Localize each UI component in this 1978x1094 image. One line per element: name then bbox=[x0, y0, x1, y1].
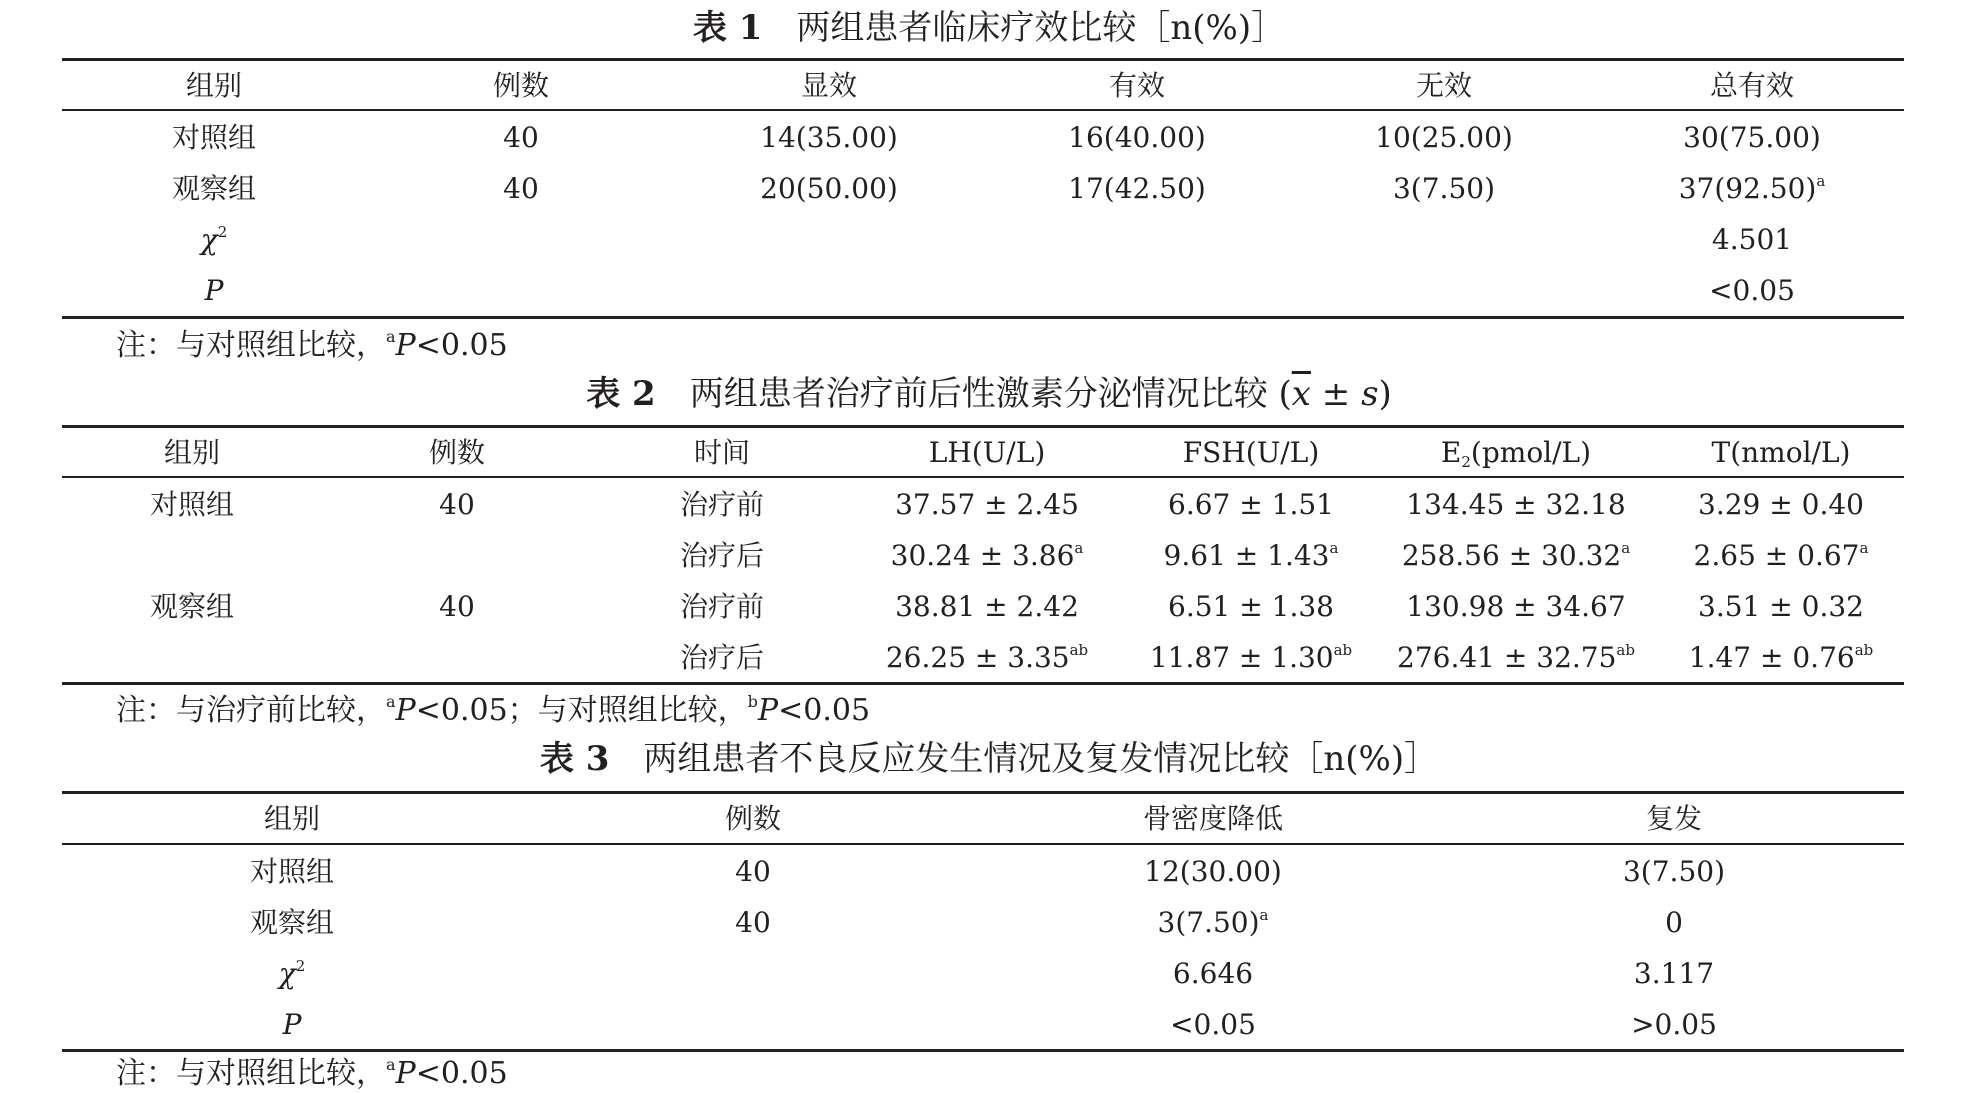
table2-caption-number: 表 2 bbox=[586, 374, 656, 414]
table3-cell bbox=[1158, 897, 1269, 948]
table2-fsh bbox=[1164, 530, 1339, 581]
table2-header-lh: LH(U/L) bbox=[928, 436, 1046, 469]
table1-p-row bbox=[62, 265, 1904, 316]
significance-mark: a bbox=[1259, 906, 1269, 924]
bone-density-value: 3(7.50) bbox=[1157, 906, 1260, 939]
note-text: <0.05；与对照组比较， bbox=[415, 693, 748, 728]
t-value: 1.47 ± 0.76 bbox=[1688, 641, 1855, 674]
table1-cell: 17(42.50) bbox=[1068, 172, 1206, 205]
table3-note bbox=[116, 1054, 508, 1094]
table1-cell: 对照组 bbox=[171, 121, 257, 154]
e2-unit: (pmol/L) bbox=[1470, 436, 1592, 469]
table2-count: 40 bbox=[439, 488, 475, 521]
note-text: 注：与治疗前比较， bbox=[116, 693, 386, 728]
table1-cell: 40 bbox=[503, 172, 539, 205]
table2-fsh bbox=[1150, 632, 1352, 683]
table3-header-bone-density: 骨密度降低 bbox=[1142, 802, 1284, 835]
table2-caption-text: 两组患者治疗前后性激素分泌情况比较 ( bbox=[689, 374, 1292, 414]
table3-header-group: 组别 bbox=[263, 802, 321, 835]
table1-bottom-rule bbox=[62, 316, 1904, 319]
table3-chi-value: 6.646 bbox=[1172, 957, 1254, 990]
table1-p-value: <0.05 bbox=[1709, 274, 1795, 307]
note-mark: a bbox=[386, 692, 396, 711]
note-p: P bbox=[395, 1056, 416, 1091]
fsh-value: 11.87 ± 1.30 bbox=[1149, 641, 1334, 674]
significance-mark: ab bbox=[1616, 641, 1635, 659]
note-tail: <0.05 bbox=[415, 1056, 508, 1091]
table2-count: 40 bbox=[439, 590, 475, 623]
table2-header-e2 bbox=[1441, 427, 1591, 478]
significance-mark: ab bbox=[1069, 641, 1089, 659]
chi-symbol: χ bbox=[200, 223, 218, 256]
note-text: 注：与对照组比较， bbox=[116, 328, 386, 363]
table1-header-total: 总有效 bbox=[1709, 69, 1795, 102]
table1-cell: 14(35.00) bbox=[760, 121, 898, 154]
table2-e2: 134.45 ± 32.18 bbox=[1406, 488, 1626, 521]
table3-caption bbox=[0, 739, 1978, 779]
table3-cell: 40 bbox=[735, 906, 771, 939]
table2-lh bbox=[886, 632, 1088, 683]
table-row bbox=[62, 846, 1904, 897]
table1-caption-number: 表 1 bbox=[692, 8, 763, 48]
table2-e2 bbox=[1402, 530, 1630, 581]
note-mark: b bbox=[747, 692, 758, 711]
table2-time: 治疗后 bbox=[679, 641, 765, 674]
e2-value: 258.56 ± 30.32 bbox=[1401, 539, 1622, 572]
table1-cell bbox=[1679, 163, 1826, 214]
table2-t bbox=[1689, 632, 1874, 683]
table2-fsh: 6.51 ± 1.38 bbox=[1168, 590, 1334, 623]
table2-group: 观察组 bbox=[149, 590, 235, 623]
table2-time: 治疗后 bbox=[679, 539, 765, 572]
table2-bottom-rule bbox=[62, 682, 1904, 685]
significance-mark: ab bbox=[1854, 641, 1874, 659]
table2-lh: 38.81 ± 2.42 bbox=[895, 590, 1079, 623]
table2-header-fsh: FSH(U/L) bbox=[1182, 436, 1320, 469]
table-row bbox=[62, 632, 1904, 683]
table3-header-rule bbox=[62, 843, 1904, 845]
table-row bbox=[62, 163, 1904, 214]
table3-chi-value: 3.117 bbox=[1633, 957, 1715, 990]
table2-group: 对照组 bbox=[149, 488, 235, 521]
table2-header-group: 组别 bbox=[163, 436, 221, 469]
table3-cell: 0 bbox=[1665, 906, 1683, 939]
table3-caption-text: 两组患者不良反应发生情况及复发情况比较［n(%)］ bbox=[643, 739, 1439, 779]
table2-header-row bbox=[62, 427, 1904, 478]
table2-time: 治疗前 bbox=[679, 488, 765, 521]
table1-cell: 观察组 bbox=[171, 172, 257, 205]
table-row bbox=[62, 479, 1904, 530]
caption-close: ) bbox=[1378, 374, 1392, 414]
table2-t: 3.51 ± 0.32 bbox=[1698, 590, 1864, 623]
table2-time: 治疗前 bbox=[679, 590, 765, 623]
table3-header-relapse: 复发 bbox=[1645, 802, 1703, 835]
table1-total-value: 37(92.50) bbox=[1678, 172, 1817, 205]
table3-caption-number: 表 3 bbox=[539, 739, 610, 779]
fsh-value: 9.61 ± 1.43 bbox=[1163, 539, 1330, 572]
table1-cell: 16(40.00) bbox=[1068, 121, 1206, 154]
significance-mark: a bbox=[1816, 172, 1826, 190]
table1-caption bbox=[0, 8, 1978, 48]
table1-chi-label bbox=[201, 214, 228, 265]
table2-fsh: 6.67 ± 1.51 bbox=[1168, 488, 1334, 521]
table2-t bbox=[1694, 530, 1869, 581]
table-row bbox=[62, 530, 1904, 581]
table2-header-rule bbox=[62, 476, 1904, 478]
significance-mark: a bbox=[1329, 539, 1339, 557]
note-p: P bbox=[395, 693, 416, 728]
plus-minus: ± bbox=[1310, 374, 1362, 414]
mean-symbol: $\overline{x}$ bbox=[1291, 374, 1311, 414]
e2-letter: E bbox=[1440, 436, 1462, 469]
sd-symbol: s bbox=[1361, 374, 1379, 414]
e2-subscript: 2 bbox=[1461, 453, 1471, 471]
table1-cell: 20(50.00) bbox=[760, 172, 898, 205]
note-mark: a bbox=[386, 327, 396, 346]
table1-cell: 10(25.00) bbox=[1375, 121, 1513, 154]
table1-header-effective: 有效 bbox=[1108, 69, 1166, 102]
note-mark: a bbox=[386, 1055, 396, 1074]
note-tail: <0.05 bbox=[415, 328, 508, 363]
table3-header-count: 例数 bbox=[724, 802, 782, 835]
table2-lh: 37.57 ± 2.45 bbox=[895, 488, 1079, 521]
table1-cell: 40 bbox=[503, 121, 539, 154]
table1-cell: 30(75.00) bbox=[1683, 121, 1821, 154]
note-p: P bbox=[395, 328, 416, 363]
chi-symbol: χ bbox=[278, 957, 296, 990]
table2-t: 3.29 ± 0.40 bbox=[1698, 488, 1864, 521]
table3-p-value: >0.05 bbox=[1631, 1008, 1717, 1041]
table1-note bbox=[116, 326, 508, 366]
table2-e2 bbox=[1397, 632, 1635, 683]
table1-chi-row bbox=[62, 214, 1904, 265]
table2-caption bbox=[0, 374, 1978, 414]
table1-caption-text: 两组患者临床疗效比较［n(%)］ bbox=[796, 8, 1286, 48]
table3-p-row bbox=[62, 999, 1904, 1050]
note-text: 注：与对照组比较， bbox=[116, 1056, 386, 1091]
table3-header-row bbox=[62, 793, 1904, 844]
significance-mark: a bbox=[1074, 539, 1084, 557]
table2-lh bbox=[891, 530, 1084, 581]
table3-bottom-rule bbox=[62, 1049, 1904, 1052]
table3-p-value: <0.05 bbox=[1170, 1008, 1256, 1041]
table1-header-group: 组别 bbox=[185, 69, 243, 102]
table3-chi-row bbox=[62, 948, 1904, 999]
table3-cell: 40 bbox=[735, 855, 771, 888]
lh-value: 26.25 ± 3.35 bbox=[885, 641, 1070, 674]
table3-cell: 3(7.50) bbox=[1622, 855, 1726, 888]
table2-header-t: T(nmol/L) bbox=[1711, 436, 1851, 469]
table3-cell: 对照组 bbox=[249, 855, 335, 888]
chi-exponent: 2 bbox=[295, 957, 306, 975]
table3-p-label: P bbox=[282, 1008, 302, 1041]
lh-value: 30.24 ± 3.86 bbox=[890, 539, 1075, 572]
t-value: 2.65 ± 0.67 bbox=[1693, 539, 1860, 572]
table-row bbox=[62, 112, 1904, 163]
table2-e2: 130.98 ± 34.67 bbox=[1406, 590, 1626, 623]
table3-cell: 观察组 bbox=[249, 906, 335, 939]
table3-cell: 12(30.00) bbox=[1144, 855, 1282, 888]
significance-mark: ab bbox=[1333, 641, 1353, 659]
chi-exponent: 2 bbox=[217, 223, 228, 241]
note-tail: <0.05 bbox=[778, 693, 871, 728]
significance-mark: a bbox=[1621, 539, 1631, 557]
table-row bbox=[62, 897, 1904, 948]
table3-chi-label bbox=[279, 948, 306, 999]
table1-header-marked: 显效 bbox=[800, 69, 858, 102]
e2-value: 276.41 ± 32.75 bbox=[1397, 641, 1617, 674]
table1-p-label: P bbox=[204, 274, 224, 307]
table1-header-ineffective: 无效 bbox=[1415, 69, 1473, 102]
table2-note bbox=[116, 691, 870, 731]
table1-header-row bbox=[62, 60, 1904, 111]
table1-chi-value: 4.501 bbox=[1711, 223, 1793, 256]
note-p: P bbox=[757, 693, 779, 728]
table2-header-time: 时间 bbox=[693, 436, 751, 469]
table-row bbox=[62, 581, 1904, 632]
table1-header-count: 例数 bbox=[492, 69, 550, 102]
significance-mark: a bbox=[1859, 539, 1869, 557]
table1-cell: 3(7.50) bbox=[1392, 172, 1496, 205]
table2-header-count: 例数 bbox=[428, 436, 486, 469]
table1-header-rule bbox=[62, 109, 1904, 111]
